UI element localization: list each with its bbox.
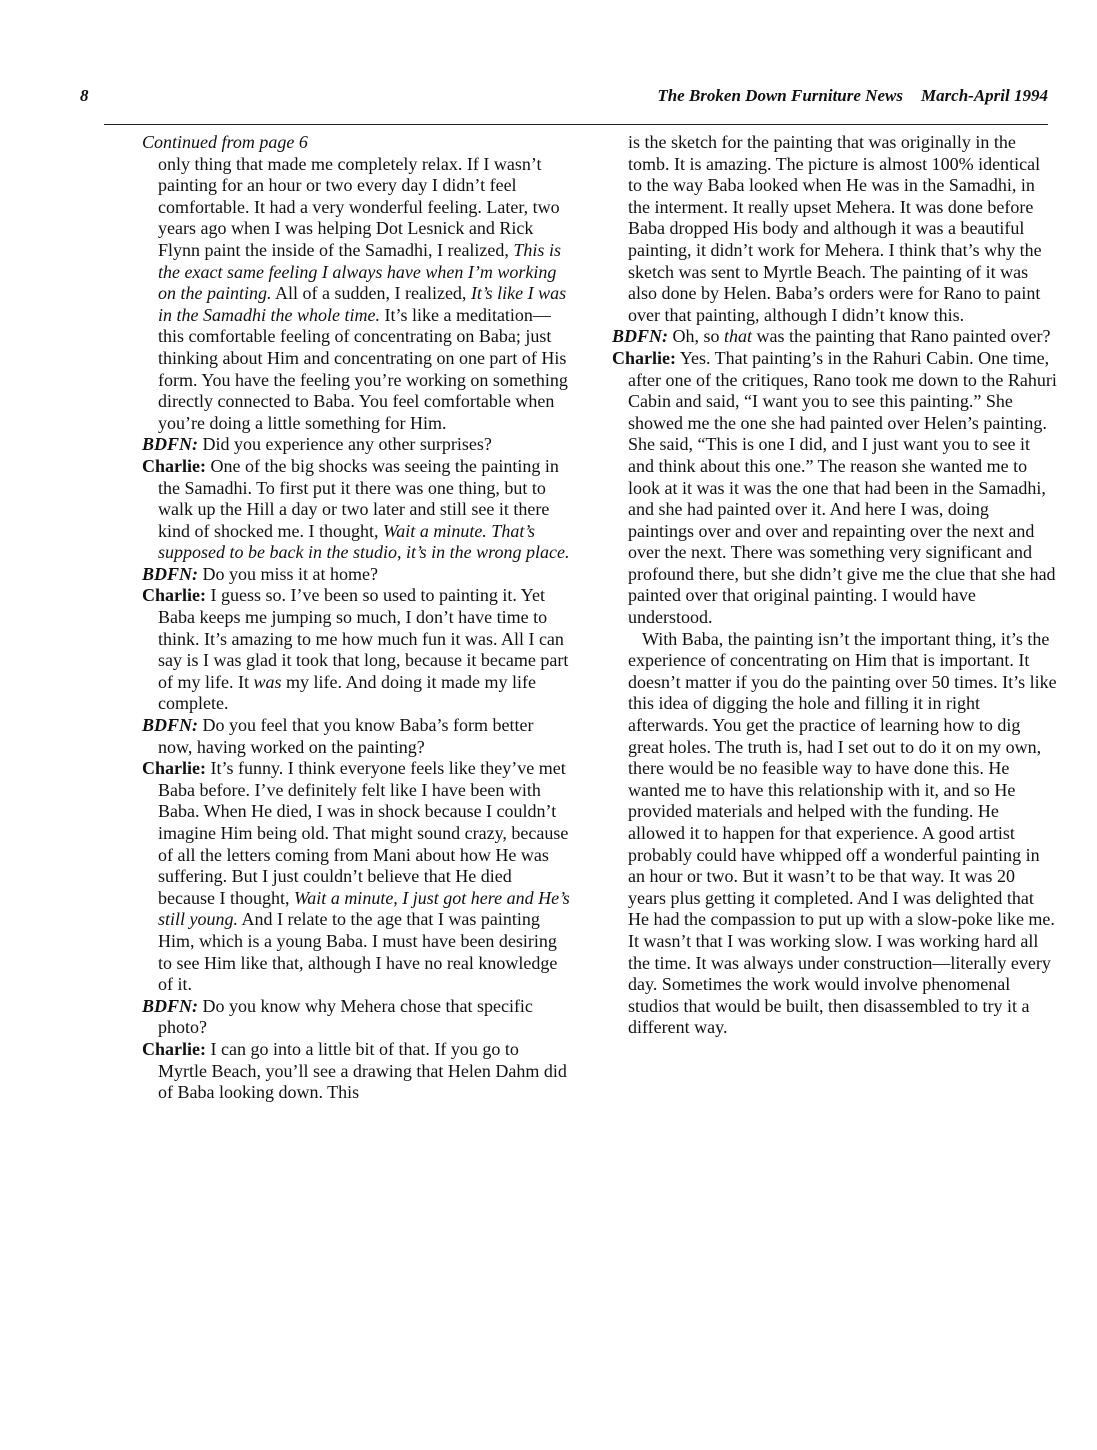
body-text: was the painting that Rano painted over? bbox=[752, 326, 1051, 347]
italic-text: This is the exact same feeling I always have when I’m working on the painting. bbox=[158, 239, 561, 304]
speaker-label: Charlie: bbox=[142, 455, 206, 476]
page-number: 8 bbox=[80, 86, 89, 105]
body-text: Yes. That painting’s in the Rahuri Cabin. One time, after one of the critiques, Rano took me down to the Rahuri Cabin and said, “I want you to see this painting.” She showed me the one she had painted over Helen’s painting. She said, “This is one I did, and I just want you to see it and think about this one.” The reason she wanted me to look at it was it was the one that had been in the Samadhi, and she had painted over it. And here I was, doing paintings over and over and repainting over the next and over the next. There was something very significant and profound there, but she didn’t give me the clue that she had painted over that original painting. I would have understood. bbox=[628, 347, 1057, 628]
italic-text: Wait a minute. That’s supposed to be back in the studio, it’s in the wrong place. bbox=[158, 520, 570, 563]
speaker-label: Charlie: bbox=[142, 758, 206, 779]
running-head bbox=[657, 86, 1048, 106]
interview-paragraph bbox=[142, 154, 572, 435]
body-text: my life. And doing it made my life complete. bbox=[158, 671, 536, 714]
interview-paragraph bbox=[142, 456, 572, 564]
interview-paragraph bbox=[142, 996, 572, 1039]
body-text: Oh, so bbox=[668, 326, 725, 347]
speaker-label: BDFN: bbox=[612, 326, 669, 347]
body-text: All of a sudden, I realized, bbox=[271, 283, 471, 304]
header-rule bbox=[104, 124, 1048, 125]
body-text: One of the big shocks was seeing the painting in the Samadhi. To first put it there was one thing, but to walk up the Hill a day or two later and still see it there kind of shocked me. I thought, bbox=[158, 455, 559, 541]
body-text: is the sketch for the painting that was originally in the tomb. It is amazing. The picture is almost 100% identical to the way Baba looked when He was in the Samadhi, in the interment. It really upset Mehera. It was done before Baba dropped His body and although it was a beautiful painting, it didn’t work for Mehera. I think that’s why the sketch was sent to Myrtle Beach. The painting of it was also done by Helen. Baba’s orders were for Rano to paint over that painting, although I didn’t know this. bbox=[628, 132, 1042, 325]
speaker-label: Charlie: bbox=[612, 347, 676, 368]
body-text: Do you feel that you know Baba’s form better now, having worked on the painting? bbox=[158, 715, 534, 757]
speaker-label: Charlie: bbox=[142, 585, 206, 606]
interview-paragraph bbox=[612, 132, 1057, 326]
speaker-label: BDFN: bbox=[142, 434, 199, 455]
body-text: With Baba, the painting isn’t the important thing, it’s the experience of concentrating on Him that is important. It doesn’t matter if you do the painting over 50 times. It’s like this idea of digging the hole and filling it in right afterwards. You get the practice of learning how to dig great holes. The truth is, had I set out to do it on my own, there would be no feasible way to have done this. He wanted me to have this relationship with it, and so He provided materials and helped with the funding. He allowed it to happen for that experience. A good artist probably could have whipped off a wonderful painting in an hour or two. But it wasn’t to be that way. It was 20 years plus getting it completed. And I was delighted that He had the compassion to put up with a slow-poke like me. It wasn’t that I was working slow. I was working hard all the time. It was always under construction—literally every day. Sometimes the work would involve phenomenal studios that would be built, then disassembled to try it a different way. bbox=[628, 628, 1057, 1038]
continued-note: Continued from page 6 bbox=[142, 132, 308, 152]
interview-paragraph bbox=[142, 434, 572, 456]
issue-date: March-April 1994 bbox=[920, 86, 1048, 105]
interview-paragraph bbox=[142, 564, 572, 586]
speaker-label: BDFN: bbox=[142, 995, 199, 1016]
interview-paragraph bbox=[142, 758, 572, 996]
italic-text: Wait a minute, I just got here and He’s still young. bbox=[158, 887, 570, 930]
interview-paragraph bbox=[612, 348, 1057, 629]
speaker-label: BDFN: bbox=[142, 563, 199, 584]
italic-text: It’s like I was in the Samadhi the whole time. bbox=[158, 283, 567, 325]
body-text: And I relate to the age that I was painting Him, which is a young Baba. I must have been desiring to see Him like that, although I have no real knowledge of it. bbox=[158, 909, 558, 995]
interview-paragraph bbox=[612, 326, 1057, 348]
body-text: It’s funny. I think everyone feels like they’ve met Baba before. I’ve definitely felt like I have been with Baba. When He died, I was in shock because I couldn’t imagine Him being old. That might sound crazy, because of all the letters coming from Mani about how He was suffering. But I just couldn’t believe that He died because I thought, bbox=[158, 758, 569, 908]
body-text: Did you experience any other surprises? bbox=[198, 434, 492, 455]
interview-paragraph bbox=[612, 629, 1057, 1039]
body-text: I guess so. I’ve been so used to painting it. Yet Baba keeps me jumping so much, I don’t have time to think. It’s amazing to me how much fun it was. All I can say is I was glad it took that long, because it became part of my life. It bbox=[158, 585, 569, 692]
interview-paragraph bbox=[142, 1039, 572, 1104]
speaker-label: BDFN: bbox=[142, 715, 199, 736]
body-text: Do you know why Mehera chose that specific photo? bbox=[158, 995, 533, 1038]
interview-paragraph bbox=[142, 585, 572, 715]
speaker-label: Charlie: bbox=[142, 1038, 206, 1059]
body-text: only thing that made me completely relax. If I wasn’t painting for an hour or two every day I didn’t feel comfortable. It had a very wonderful feeling. Later, two years ago when I was helping Dot Lesnick and Rick Flynn paint the inside of the Samadhi, I realized, bbox=[158, 153, 560, 260]
left-column bbox=[142, 132, 572, 1104]
interview-paragraph bbox=[142, 715, 572, 758]
right-column bbox=[612, 132, 1057, 1039]
italic-text: was bbox=[253, 671, 282, 692]
publication-title: The Broken Down Furniture News bbox=[657, 86, 903, 105]
italic-text: that bbox=[724, 326, 753, 347]
body-text: Do you miss it at home? bbox=[198, 563, 378, 584]
body-text: It’s like a meditation—this comfortable feeling of concentrating on Baba; just thinking about Him and concentrating on one part of His form. You have the feeling you’re working on something directly connected to Baba. You feel comfortable when you’re doing a little something for Him. bbox=[158, 304, 568, 433]
body-text: I can go into a little bit of that. If you go to Myrtle Beach, you’ll see a drawing that Helen Dahm did of Baba looking down. This bbox=[158, 1038, 567, 1103]
